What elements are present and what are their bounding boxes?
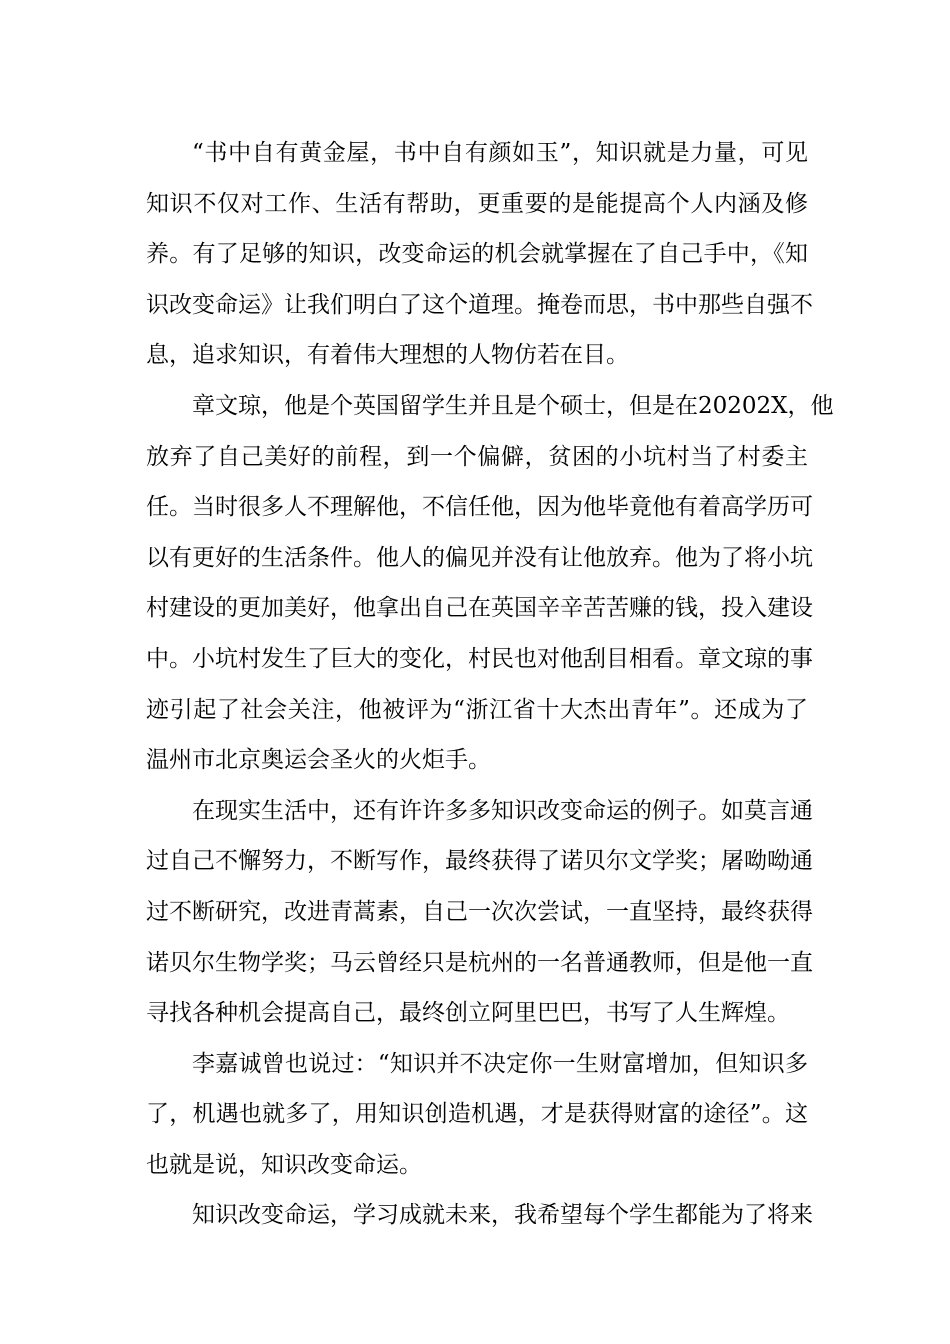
- text-line: 也就是说，知识改变命运。: [146, 1151, 422, 1178]
- text-line: 息，追求知识，有着伟大理想的人物仿若在目。: [146, 342, 629, 369]
- text-line: 村建设的更加美好，他拿出自己在英国辛辛苦苦赚的钱，投入建设: [146, 595, 813, 622]
- text-line: 在现实生活中，还有许许多多知识改变命运的例子。如莫言通: [192, 797, 813, 824]
- text-line: 寻找各种机会提高自己，最终创立阿里巴巴，书写了人生辉煌。: [146, 1000, 790, 1027]
- text-line: 知识改变命运，学习成就未来，我希望每个学生都能为了将来: [192, 1202, 813, 1229]
- paragraph: [146, 128, 813, 381]
- text-line: 章文琼，他是个英国留学生并且是个硕士，但是在20202X，他: [192, 392, 834, 419]
- text-line: 了，机遇也就多了，用知识创造机遇，才是获得财富的途径”。这: [146, 1101, 808, 1128]
- text-line: 以有更好的生活条件。他人的偏见并没有让他放弃。他为了将小坑: [146, 544, 813, 571]
- text-line: 知识不仅对工作、生活有帮助，更重要的是能提高个人内涵及修: [146, 190, 808, 217]
- paragraph: [146, 1190, 813, 1241]
- text-line: “书中自有黄金屋，书中自有颜如玉”，知识就是力量，可见: [192, 140, 808, 166]
- document-body: [146, 128, 834, 1241]
- text-line: 养。有了足够的知识，改变命运的机会就掌握在了自己手中，《知: [146, 241, 808, 268]
- text-line: 放弃了自己美好的前程，到一个偏僻，贫困的小坑村当了村委主: [146, 443, 808, 470]
- text-line: 过不断研究，改进青蒿素，自己一次次尝试，一直坚持，最终获得: [146, 898, 813, 925]
- text-line: 李嘉诚曾也说过：“知识并不决定你一生财富增加，但知识多: [192, 1050, 808, 1077]
- paragraph: [146, 786, 813, 1039]
- text-line: 迹引起了社会关注，他被评为“浙江省十大杰出青年”。还成为了: [146, 696, 808, 723]
- text-line: 过自己不懈努力，不断写作，最终获得了诺贝尔文学奖；屠呦呦通: [146, 848, 813, 875]
- text-line: 温州市北京奥运会圣火的火炬手。: [146, 747, 491, 774]
- text-line: 诺贝尔生物学奖；马云曾经只是杭州的一名普通教师，但是他一直: [146, 949, 813, 976]
- text-line: 任。当时很多人不理解他，不信任他，因为他毕竟他有着高学历可: [146, 494, 813, 521]
- paragraph: [146, 381, 834, 786]
- text-line: 中。小坑村发生了巨大的变化，村民也对他刮目相看。章文琼的事: [146, 645, 813, 672]
- paragraph: [146, 1039, 808, 1191]
- text-line: 识改变命运》让我们明白了这个道理。掩卷而思，书中那些自强不: [146, 291, 813, 318]
